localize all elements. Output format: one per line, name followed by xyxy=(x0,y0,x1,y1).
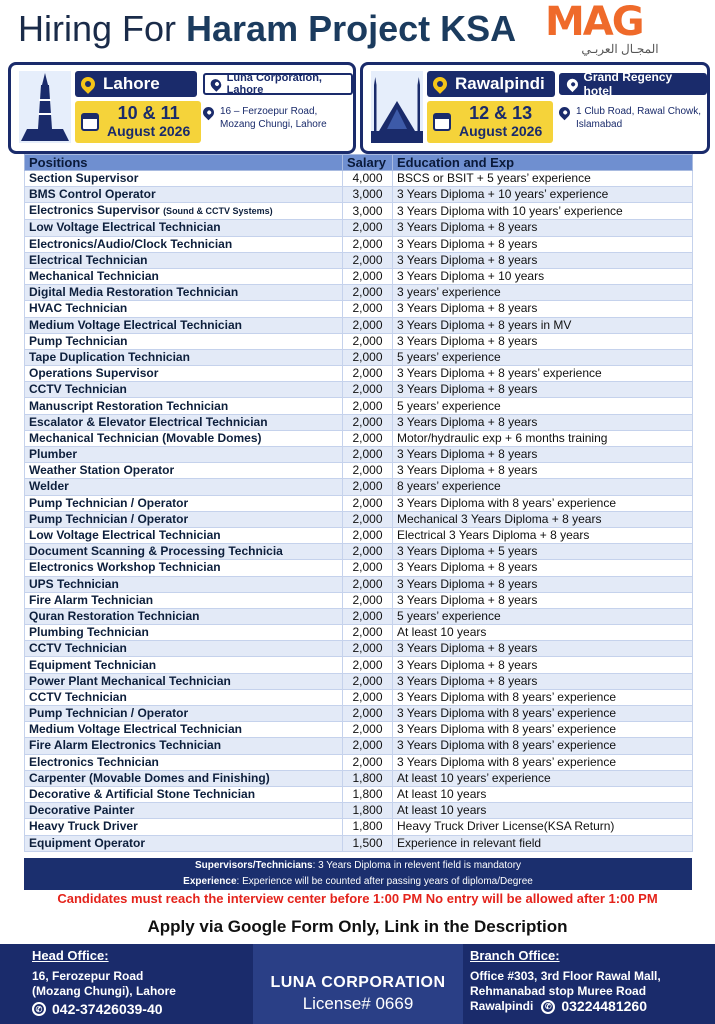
education-cell: At least 10 years xyxy=(393,786,693,802)
venue-card-lahore xyxy=(8,62,356,154)
date-days: 12 & 13 xyxy=(469,103,533,123)
table-row xyxy=(25,511,693,527)
position-name: Document Scanning & Processing Technicia xyxy=(29,544,283,559)
education-cell: 3 Years Diploma with 8 years’ experience xyxy=(393,722,693,738)
position-name: CCTV Technician xyxy=(29,641,127,656)
head-office-line2: (Mozang Chungi), Lahore xyxy=(32,984,176,998)
table-row xyxy=(25,495,693,511)
phone-icon: ✆ xyxy=(541,1000,555,1014)
salary-cell: 2,000 xyxy=(343,576,393,592)
table-row xyxy=(25,317,693,333)
position-cell xyxy=(25,285,343,301)
head-office-title: Head Office: xyxy=(32,948,109,963)
education-cell: 3 Years Diploma + 8 years xyxy=(393,657,693,673)
address-line1: 16 – Ferzoepur Road, xyxy=(220,106,318,117)
position-name: Electronics/Audio/Clock Technician xyxy=(29,236,233,251)
table-row xyxy=(25,252,693,268)
branch-office-phone[interactable] xyxy=(541,999,647,1014)
education-cell: 3 Years Diploma + 8 years’ experience xyxy=(393,366,693,382)
city-badge-lahore xyxy=(75,71,197,97)
venue-address-lahore xyxy=(203,105,327,131)
page-title xyxy=(18,8,516,50)
table-row xyxy=(25,171,693,187)
salary-cell: 2,000 xyxy=(343,285,393,301)
salary-cell: 2,000 xyxy=(343,560,393,576)
table-row xyxy=(25,463,693,479)
salary-cell: 2,000 xyxy=(343,592,393,608)
education-cell: 5 years’ experience xyxy=(393,349,693,365)
corporation-name: LUNA CORPORATION xyxy=(270,974,446,991)
deadline-warning: Candidates must reach the interview center before 1:00 PM No entry will be allowed after 1:00 PM xyxy=(57,891,658,906)
position-name: UPS Technician xyxy=(29,576,119,591)
education-cell: 3 Years Diploma + 8 years xyxy=(393,463,693,479)
salary-cell: 2,000 xyxy=(343,754,393,770)
table-row xyxy=(25,333,693,349)
education-cell: Electrical 3 Years Diploma + 8 years xyxy=(393,527,693,543)
education-cell: Mechanical 3 Years Diploma + 8 years xyxy=(393,511,693,527)
salary-cell: 2,000 xyxy=(343,252,393,268)
education-cell: 3 Years Diploma with 8 years’ experience xyxy=(393,706,693,722)
table-row xyxy=(25,786,693,802)
position-cell xyxy=(25,479,343,495)
position-name: Weather Station Operator xyxy=(29,463,175,478)
salary-cell: 1,800 xyxy=(343,819,393,835)
position-cell xyxy=(25,625,343,641)
position-cell xyxy=(25,495,343,511)
position-name: Pump Technician / Operator xyxy=(29,495,189,510)
salary-cell: 1,800 xyxy=(343,786,393,802)
date-month: August 2026 xyxy=(107,123,191,139)
position-name: BMS Control Operator xyxy=(29,187,156,202)
position-cell xyxy=(25,706,343,722)
position-name: Tape Duplication Technician xyxy=(29,349,190,364)
education-cell: 3 Years Diploma + 8 years xyxy=(393,333,693,349)
education-cell: At least 10 years’ experience xyxy=(393,770,693,786)
faisal-mosque-icon xyxy=(371,71,423,143)
education-cell: 3 Years Diploma + 10 years’ experience xyxy=(393,187,693,203)
position-cell xyxy=(25,252,343,268)
table-row xyxy=(25,544,693,560)
salary-cell: 2,000 xyxy=(343,641,393,657)
note-label: Supervisors/Technicians xyxy=(194,860,313,871)
table-row xyxy=(25,414,693,430)
positions-table xyxy=(24,154,693,852)
salary-cell: 3,000 xyxy=(343,203,393,220)
table-row xyxy=(25,625,693,641)
table-row xyxy=(25,706,693,722)
position-cell xyxy=(25,819,343,835)
location-pin-icon xyxy=(209,77,224,92)
city-name: Lahore xyxy=(103,74,160,93)
position-name: Equipment Operator xyxy=(29,835,146,850)
salary-cell: 2,000 xyxy=(343,495,393,511)
position-name: Operations Supervisor xyxy=(29,366,159,381)
position-name: Electrical Technician xyxy=(29,252,148,267)
table-row xyxy=(25,285,693,301)
position-name: Decorative Painter xyxy=(29,803,135,818)
education-cell: 3 Years Diploma + 8 years xyxy=(393,592,693,608)
salary-cell: 1,800 xyxy=(343,803,393,819)
position-cell xyxy=(25,689,343,705)
position-cell xyxy=(25,463,343,479)
salary-cell: 2,000 xyxy=(343,657,393,673)
table-row xyxy=(25,366,693,382)
salary-cell: 3,000 xyxy=(343,187,393,203)
education-cell: 3 Years Diploma + 8 years xyxy=(393,447,693,463)
position-cell xyxy=(25,398,343,414)
table-row xyxy=(25,592,693,608)
position-cell xyxy=(25,786,343,802)
location-pin-icon xyxy=(78,74,98,94)
position-name: Pump Technician / Operator xyxy=(29,511,189,526)
table-row xyxy=(25,722,693,738)
location-pin-icon xyxy=(201,105,217,121)
position-cell xyxy=(25,382,343,398)
position-cell xyxy=(25,301,343,317)
education-cell: 3 Years Diploma + 8 years xyxy=(393,301,693,317)
salary-cell: 2,000 xyxy=(343,268,393,284)
position-cell xyxy=(25,803,343,819)
position-cell xyxy=(25,738,343,754)
table-row xyxy=(25,382,693,398)
table-row xyxy=(25,447,693,463)
position-name: Mechanical Technician xyxy=(29,269,159,284)
education-cell: 3 Years Diploma with 10 years’ experience xyxy=(393,203,693,220)
position-cell xyxy=(25,203,343,220)
position-cell xyxy=(25,722,343,738)
salary-cell: 2,000 xyxy=(343,301,393,317)
position-name: Low Voltage Electrical Technician xyxy=(29,220,221,235)
location-pin-icon xyxy=(557,105,573,121)
position-cell xyxy=(25,317,343,333)
education-cell: 3 Years Diploma + 8 years xyxy=(393,641,693,657)
title-main: Haram Project KSA xyxy=(186,8,517,49)
education-cell: Heavy Truck Driver License(KSA Return) xyxy=(393,819,693,835)
salary-cell: 2,000 xyxy=(343,463,393,479)
table-row xyxy=(25,268,693,284)
table-row xyxy=(25,527,693,543)
position-name: Digital Media Restoration Technician xyxy=(29,285,239,300)
position-name: Medium Voltage Electrical Technician xyxy=(29,317,242,332)
position-cell xyxy=(25,835,343,851)
address-line2: Mozang Chungi, Lahore xyxy=(220,119,327,130)
requirements-notes xyxy=(24,858,692,890)
position-cell xyxy=(25,608,343,624)
salary-cell: 2,000 xyxy=(343,414,393,430)
position-name: Electronics Workshop Technician xyxy=(29,560,221,575)
education-cell: 3 Years Diploma + 8 years xyxy=(393,382,693,398)
table-row xyxy=(25,479,693,495)
salary-cell: 2,000 xyxy=(343,544,393,560)
branch-office-line3 xyxy=(470,999,710,1014)
table-row xyxy=(25,187,693,203)
education-cell: 8 years’ experience xyxy=(393,479,693,495)
position-name: Decorative & Artificial Stone Technician xyxy=(29,787,256,802)
table-row xyxy=(25,203,693,220)
education-cell: At least 10 years xyxy=(393,625,693,641)
table-row xyxy=(25,770,693,786)
location-pin-icon xyxy=(565,76,580,91)
education-cell: At least 10 years xyxy=(393,803,693,819)
position-cell xyxy=(25,641,343,657)
position-cell xyxy=(25,414,343,430)
branch-city: Rawalpindi xyxy=(470,999,534,1013)
position-name: Electronics Supervisor xyxy=(29,203,160,218)
table-row xyxy=(25,641,693,657)
salary-cell: 2,000 xyxy=(343,673,393,689)
position-name: Heavy Truck Driver xyxy=(29,819,138,834)
city-name: Rawalpindi xyxy=(455,74,545,93)
position-name: CCTV Technician xyxy=(29,689,127,704)
table-row xyxy=(25,835,693,851)
table-row xyxy=(25,673,693,689)
venue-address-rawalpindi xyxy=(559,105,701,131)
position-cell xyxy=(25,220,343,236)
position-name: Pump Technician / Operator xyxy=(29,706,189,721)
position-name: Mechanical Technician (Movable Domes) xyxy=(29,430,262,445)
branch-office-title: Branch Office: xyxy=(470,948,560,963)
venue-name-text: Luna Corporation, Lahore xyxy=(226,72,322,96)
education-cell: 3 Years Diploma with 8 years’ experience xyxy=(393,754,693,770)
title-prefix: Hiring For xyxy=(18,8,187,49)
position-name: Carpenter (Movable Domes and Finishing) xyxy=(29,770,270,785)
salary-cell: 2,000 xyxy=(343,625,393,641)
table-row xyxy=(25,689,693,705)
salary-cell: 1,800 xyxy=(343,770,393,786)
salary-cell: 2,000 xyxy=(343,738,393,754)
education-cell: 3 Years Diploma with 8 years’ experience xyxy=(393,738,693,754)
city-badge-rawalpindi xyxy=(427,71,555,97)
position-name: CCTV Technician xyxy=(29,382,127,397)
position-cell xyxy=(25,657,343,673)
phone-number: 042-37426039-40 xyxy=(52,1001,163,1017)
branch-office-line1: Office #303, 3rd Floor Rawal Mall, xyxy=(470,969,661,983)
phone-icon: ✆ xyxy=(32,1002,46,1016)
position-cell xyxy=(25,366,343,382)
education-cell: 3 Years Diploma + 8 years in MV xyxy=(393,317,693,333)
address-line2: Islamabad xyxy=(576,119,623,130)
table-row xyxy=(25,803,693,819)
salary-cell: 2,000 xyxy=(343,398,393,414)
table-row xyxy=(25,236,693,252)
position-cell xyxy=(25,187,343,203)
branch-office-line2: Rehmanabad stop Muree Road xyxy=(470,984,647,998)
venue-card-rawalpindi xyxy=(360,62,710,154)
table-row xyxy=(25,576,693,592)
position-name: Electronics Technician xyxy=(29,754,159,769)
education-cell: 3 Years Diploma + 10 years xyxy=(393,268,693,284)
date-badge-lahore xyxy=(75,101,201,143)
position-cell xyxy=(25,592,343,608)
date-badge-rawalpindi xyxy=(427,101,553,143)
head-office-phone[interactable] xyxy=(32,1001,252,1017)
position-name: Fire Alarm Electronics Technician xyxy=(29,738,222,753)
position-cell xyxy=(25,511,343,527)
position-name: Section Supervisor xyxy=(29,171,139,186)
table-row xyxy=(25,398,693,414)
position-cell xyxy=(25,349,343,365)
education-cell: 3 Years Diploma + 8 years xyxy=(393,560,693,576)
page-header xyxy=(0,0,715,58)
position-cell xyxy=(25,770,343,786)
venue-name-lahore xyxy=(203,73,353,95)
header-education: Education and Exp xyxy=(393,155,693,171)
education-cell: Motor/hydraulic exp + 6 months training xyxy=(393,430,693,446)
table-row xyxy=(25,657,693,673)
calendar-icon xyxy=(81,113,99,131)
apply-instruction: Apply via Google Form Only, Link in the Description xyxy=(147,917,568,936)
minar-monument-icon xyxy=(19,71,71,143)
education-cell: 3 Years Diploma + 8 years xyxy=(393,252,693,268)
position-cell xyxy=(25,560,343,576)
table-row xyxy=(25,430,693,446)
position-cell xyxy=(25,544,343,560)
position-cell xyxy=(25,754,343,770)
position-name: Equipment Technician xyxy=(29,657,157,672)
position-name: Escalator & Elevator Electrical Technician xyxy=(29,414,268,429)
table-row xyxy=(25,220,693,236)
table-row xyxy=(25,349,693,365)
salary-cell: 2,000 xyxy=(343,608,393,624)
education-cell: 3 Years Diploma + 8 years xyxy=(393,576,693,592)
education-cell: 3 Years Diploma + 8 years xyxy=(393,414,693,430)
education-cell: 3 Years Diploma + 8 years xyxy=(393,220,693,236)
position-name: Pump Technician xyxy=(29,333,128,348)
venue-name-text: Grand Regency hotel xyxy=(583,70,673,98)
position-cell xyxy=(25,333,343,349)
salary-cell: 2,000 xyxy=(343,220,393,236)
date-days: 10 & 11 xyxy=(117,103,180,123)
calendar-icon xyxy=(433,113,451,131)
salary-cell: 2,000 xyxy=(343,317,393,333)
position-name: Welder xyxy=(29,479,69,494)
logo-arabic-text: المجـال العربـي xyxy=(581,42,659,56)
positions-table-wrapper xyxy=(24,154,692,852)
education-cell: 3 Years Diploma with 8 years’ experience xyxy=(393,495,693,511)
salary-cell: 2,000 xyxy=(343,349,393,365)
salary-cell: 2,000 xyxy=(343,447,393,463)
corporation-block xyxy=(253,944,463,1024)
salary-cell: 2,000 xyxy=(343,479,393,495)
position-name: Plumbing Technician xyxy=(29,625,149,640)
salary-cell: 2,000 xyxy=(343,527,393,543)
table-row xyxy=(25,301,693,317)
salary-cell: 2,000 xyxy=(343,382,393,398)
head-office xyxy=(32,948,252,1017)
education-cell: Experience in relevant field xyxy=(393,835,693,851)
header-salary: Salary xyxy=(343,155,393,171)
position-name: Fire Alarm Technician xyxy=(29,592,154,607)
position-name: Plumber xyxy=(29,447,78,462)
education-cell: 5 years’ experience xyxy=(393,608,693,624)
position-cell xyxy=(25,430,343,446)
table-row xyxy=(25,819,693,835)
table-body xyxy=(25,171,693,852)
education-cell: 3 Years Diploma + 8 years xyxy=(393,236,693,252)
education-cell: 5 years’ experience xyxy=(393,398,693,414)
education-cell: BSCS or BSIT + 5 years’ experience xyxy=(393,171,693,187)
salary-cell: 2,000 xyxy=(343,706,393,722)
note-line-2 xyxy=(24,874,692,890)
head-office-line1: 16, Ferozepur Road xyxy=(32,969,144,983)
position-cell xyxy=(25,576,343,592)
education-cell: 3 Years Diploma with 8 years’ experience xyxy=(393,689,693,705)
position-note: (Sound & CCTV Systems) xyxy=(163,206,273,217)
mag-logo xyxy=(545,2,695,60)
position-name: Quran Restoration Technician xyxy=(29,608,200,623)
note-line-1 xyxy=(24,858,692,874)
date-month: August 2026 xyxy=(459,123,543,139)
position-name: Low Voltage Electrical Technician xyxy=(29,528,221,543)
education-cell: 3 Years Diploma + 8 years xyxy=(393,673,693,689)
position-cell xyxy=(25,673,343,689)
position-cell xyxy=(25,447,343,463)
address-line1: 1 Club Road, Rawal Chowk, xyxy=(576,106,702,117)
phone-number: 03224481260 xyxy=(561,998,647,1014)
salary-cell: 2,000 xyxy=(343,333,393,349)
salary-cell: 4,000 xyxy=(343,171,393,187)
footer xyxy=(0,944,715,1024)
note-text: : 3 Years Diploma in relevent field is mandatory xyxy=(312,860,522,871)
education-cell: 3 Years Diploma + 5 years xyxy=(393,544,693,560)
salary-cell: 2,000 xyxy=(343,236,393,252)
position-name: Medium Voltage Electrical Technician xyxy=(29,722,242,737)
education-cell: 3 years’ experience xyxy=(393,285,693,301)
table-row xyxy=(25,608,693,624)
table-row xyxy=(25,738,693,754)
table-row xyxy=(25,754,693,770)
position-cell xyxy=(25,527,343,543)
position-name: HVAC Technician xyxy=(29,301,128,316)
note-text: : Experience will be counted after passing years of diploma/Degree xyxy=(236,876,533,887)
branch-office xyxy=(470,948,710,1014)
position-cell xyxy=(25,236,343,252)
salary-cell: 2,000 xyxy=(343,366,393,382)
position-name: Power Plant Mechanical Technician xyxy=(29,673,231,688)
position-cell xyxy=(25,268,343,284)
note-label: Experience xyxy=(183,876,237,887)
license-number: License# 0669 xyxy=(302,994,414,1013)
header-positions: Positions xyxy=(25,155,343,171)
salary-cell: 2,000 xyxy=(343,689,393,705)
table-header-row xyxy=(25,155,693,171)
venue-name-rawalpindi xyxy=(559,70,707,98)
position-name: Manuscript Restoration Technician xyxy=(29,398,229,413)
salary-cell: 2,000 xyxy=(343,511,393,527)
table-row xyxy=(25,560,693,576)
salary-cell: 1,500 xyxy=(343,835,393,851)
salary-cell: 2,000 xyxy=(343,722,393,738)
position-cell xyxy=(25,171,343,187)
salary-cell: 2,000 xyxy=(343,430,393,446)
logo-text: MAG xyxy=(545,0,643,45)
location-pin-icon xyxy=(430,74,450,94)
